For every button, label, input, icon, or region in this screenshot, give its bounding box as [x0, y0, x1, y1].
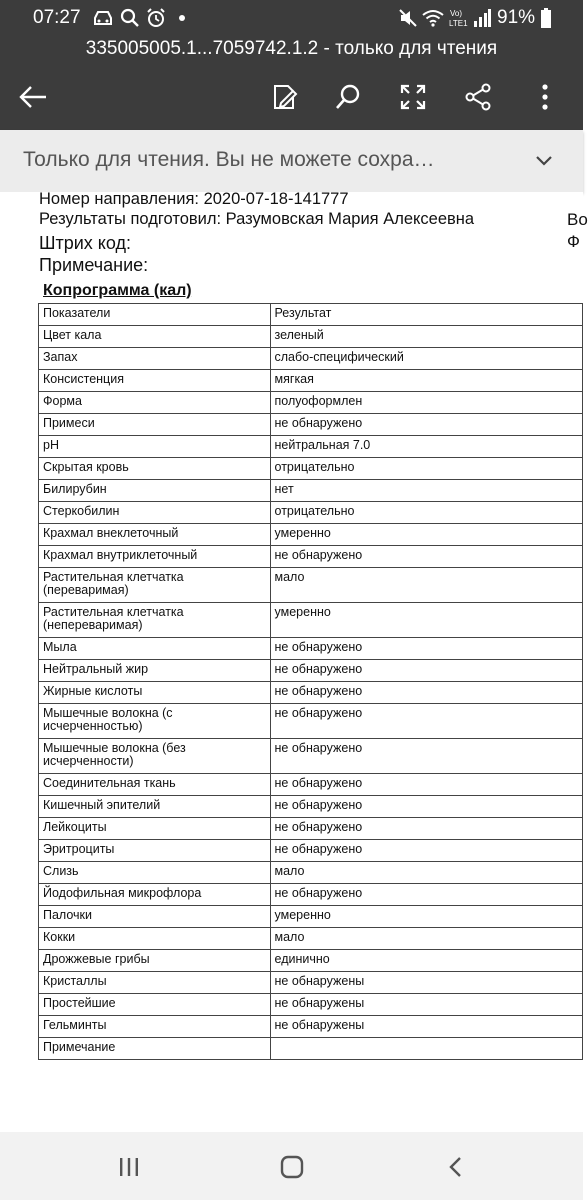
battery-level: 91%: [497, 7, 536, 28]
search-icon: [120, 8, 140, 28]
table-row: [39, 502, 583, 524]
result-cell: не обнаружено: [270, 739, 582, 774]
result-cell: нейтральная 7.0: [270, 436, 582, 458]
indicator-cell: Стеркобилин: [39, 502, 271, 524]
indicator-cell: Йодофильная микрофлора: [39, 884, 271, 906]
result-cell: не обнаружено: [270, 818, 582, 840]
result-cell: не обнаружено: [270, 414, 582, 436]
indicator-cell: Крахмал внутриклеточный: [39, 546, 271, 568]
result-cell: умеренно: [270, 906, 582, 928]
table-row: [39, 436, 583, 458]
table-row: [39, 862, 583, 884]
result-cell: не обнаружено: [270, 682, 582, 704]
section-title: Копрограмма (кал): [43, 282, 192, 299]
result-cell: полуоформлен: [270, 392, 582, 414]
document-view[interactable]: [0, 190, 588, 1132]
table-row: [39, 884, 583, 906]
table-row: [39, 546, 583, 568]
header-result: Результат: [270, 304, 582, 326]
cut-off-text-top: Во: [567, 210, 588, 229]
table-row: [39, 928, 583, 950]
indicator-cell: Скрытая кровь: [39, 458, 271, 480]
read-only-banner-text: Только для чтения. Вы не можете сохра…: [23, 148, 435, 171]
indicator-cell: Соединительная ткань: [39, 774, 271, 796]
indicator-cell: Примечание: [39, 1038, 271, 1060]
referral-number: Номер направления: 2020-07-18-141777: [39, 190, 349, 208]
indicator-cell: Мышечные волокна (с исчерченностью): [39, 704, 271, 739]
result-cell: умеренно: [270, 524, 582, 546]
back-icon[interactable]: [441, 1152, 471, 1182]
result-cell: не обнаружено: [270, 884, 582, 906]
result-cell: не обнаружено: [270, 638, 582, 660]
table-row: [39, 348, 583, 370]
header-indicator: Показатели: [39, 304, 271, 326]
table-row: [39, 603, 583, 638]
car-icon: [92, 8, 114, 28]
table-row: [39, 524, 583, 546]
table-row: [39, 739, 583, 774]
indicator-cell: Запах: [39, 348, 271, 370]
result-cell: мало: [270, 928, 582, 950]
table-row: [39, 818, 583, 840]
result-cell: мало: [270, 862, 582, 884]
table-row: [39, 972, 583, 994]
indicator-cell: Эритроциты: [39, 840, 271, 862]
edit-icon[interactable]: [268, 80, 302, 114]
indicator-cell: Примеси: [39, 414, 271, 436]
alarm-icon: [146, 8, 166, 28]
indicator-cell: Растительная клетчатка (непереваримая): [39, 603, 271, 638]
indicator-cell: Палочки: [39, 906, 271, 928]
fullscreen-icon[interactable]: [396, 80, 430, 114]
table-row: [39, 458, 583, 480]
indicator-cell: Мыла: [39, 638, 271, 660]
table-row: [39, 906, 583, 928]
svg-text:Vo): Vo): [450, 9, 463, 18]
table-row: [39, 568, 583, 603]
indicator-cell: Жирные кислоты: [39, 682, 271, 704]
table-row: [39, 660, 583, 682]
more-icon[interactable]: [528, 80, 562, 114]
table-header-row: [39, 304, 583, 326]
table-row: [39, 392, 583, 414]
indicator-cell: Консистенция: [39, 370, 271, 392]
result-cell: [270, 1038, 582, 1060]
indicator-cell: Нейтральный жир: [39, 660, 271, 682]
result-cell: отрицательно: [270, 502, 582, 524]
home-icon[interactable]: [277, 1152, 307, 1182]
result-cell: мягкая: [270, 370, 582, 392]
table-row: [39, 414, 583, 436]
result-cell: зеленый: [270, 326, 582, 348]
table-row: [39, 370, 583, 392]
table-row: [39, 1016, 583, 1038]
indicator-cell: Мышечные волокна (без исчерченности): [39, 739, 271, 774]
table-row: [39, 682, 583, 704]
read-only-banner[interactable]: [0, 130, 583, 192]
wifi-icon: [422, 8, 444, 28]
result-cell: не обнаружено: [270, 704, 582, 739]
mute-icon: [398, 8, 418, 28]
table-row: [39, 994, 583, 1016]
table-row: [39, 774, 583, 796]
result-cell: не обнаружены: [270, 1016, 582, 1038]
volte-icon: [449, 8, 471, 28]
table-row: [39, 704, 583, 739]
indicator-cell: Дрожжевые грибы: [39, 950, 271, 972]
indicator-cell: Растительная клетчатка (переваримая): [39, 568, 271, 603]
status-bar: [0, 0, 583, 36]
indicator-cell: Простейшие: [39, 994, 271, 1016]
indicator-cell: Лейкоциты: [39, 818, 271, 840]
share-icon[interactable]: [461, 80, 495, 114]
indicator-cell: Билирубин: [39, 480, 271, 502]
table-row: [39, 796, 583, 818]
indicator-cell: pH: [39, 436, 271, 458]
table-row: [39, 950, 583, 972]
result-cell: не обнаружены: [270, 994, 582, 1016]
status-time: 07:27: [33, 7, 81, 28]
indicator-cell: Гельминты: [39, 1016, 271, 1038]
svg-text:LTE1: LTE1: [449, 19, 468, 28]
battery-icon: [540, 8, 552, 28]
prepared-by: Результаты подготовил: Разумовская Мария Алексеевна: [39, 210, 475, 228]
indicator-cell: Кокки: [39, 928, 271, 950]
result-cell: не обнаружено: [270, 774, 582, 796]
table-row: [39, 326, 583, 348]
indicator-cell: Форма: [39, 392, 271, 414]
result-cell: слабо-специфический: [270, 348, 582, 370]
result-cell: не обнаружено: [270, 796, 582, 818]
result-cell: не обнаружено: [270, 546, 582, 568]
signal-icon: [473, 8, 491, 28]
coprogram-table: [38, 303, 583, 1060]
cut-off-text-bottom: Ф: [567, 232, 580, 251]
table-row: [39, 480, 583, 502]
indicator-cell: Крахмал внеклеточный: [39, 524, 271, 546]
search-icon[interactable]: [331, 80, 365, 114]
note-label: Примечание:: [39, 255, 149, 275]
table-row: [39, 638, 583, 660]
indicator-cell: Слизь: [39, 862, 271, 884]
barcode-label: Штрих код:: [39, 233, 132, 253]
result-cell: умеренно: [270, 603, 582, 638]
result-cell: отрицательно: [270, 458, 582, 480]
result-cell: мало: [270, 568, 582, 603]
dot-icon: [178, 8, 186, 28]
app-bar: [0, 36, 583, 130]
chevron-down-icon[interactable]: [533, 152, 555, 170]
back-arrow-icon[interactable]: [16, 80, 50, 114]
recent-apps-icon[interactable]: [114, 1152, 144, 1182]
navigation-bar: [0, 1132, 583, 1200]
result-cell: не обнаружено: [270, 660, 582, 682]
indicator-cell: Цвет кала: [39, 326, 271, 348]
result-cell: не обнаружены: [270, 972, 582, 994]
table-row: [39, 840, 583, 862]
result-cell: единично: [270, 950, 582, 972]
table-row: [39, 1038, 583, 1060]
indicator-cell: Кристаллы: [39, 972, 271, 994]
indicator-cell: Кишечный эпителий: [39, 796, 271, 818]
document-title: 335005005.1...7059742.1.2 - только для чтения: [85, 38, 498, 59]
result-cell: не обнаружено: [270, 840, 582, 862]
result-cell: нет: [270, 480, 582, 502]
